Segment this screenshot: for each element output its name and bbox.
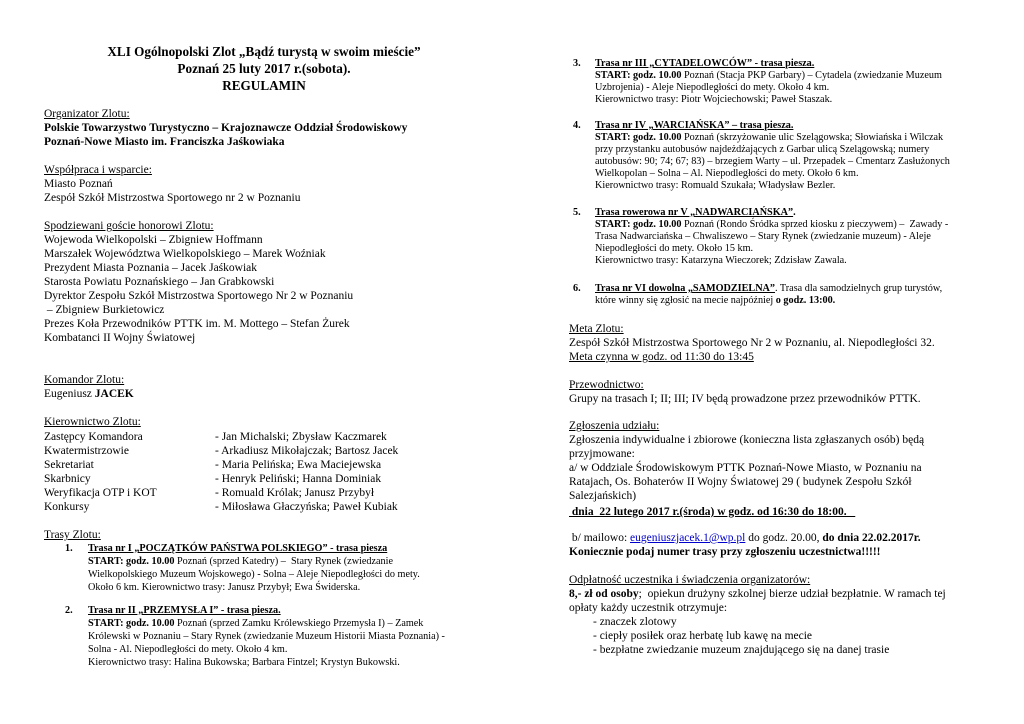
route-start-time: START: godz. 10.00 — [88, 618, 175, 629]
organizer-line: Poznań-Nowe Miasto im. Franciszka Jaśkowiaka — [44, 136, 285, 148]
route-title: Trasa nr II „PRZEMYSŁA I” - trasa piesza. — [88, 605, 281, 616]
route-text — [595, 295, 835, 307]
management-names: - Arkadiusz Mikołajczak; Bartosz Jacek — [215, 445, 399, 457]
guides-label: Przewodnictwo: — [569, 379, 644, 391]
route-title-text: Trasa nr VI dowolna „SAMODZIELNA” — [595, 283, 776, 294]
route-text: Wielkopolan – Solna – Al. Niepodległości do mety. Około 6 km. — [595, 168, 859, 179]
route-start — [595, 132, 943, 144]
route-start — [595, 70, 942, 82]
route-text: Niepodległości do mety. Około 15 km. — [595, 243, 754, 254]
management-names: - Maria Pelińska; Ewa Maciejewska — [215, 459, 382, 471]
route-text: Kierownictwo trasy: Katarzyna Wieczorek; Zdzisław Zawala. — [595, 255, 847, 266]
route-title: Trasa nr I „POCZĄTKÓW PAŃSTWA POLSKIEGO” - trasa piesza — [88, 543, 388, 554]
route-start — [88, 618, 423, 630]
commander-last-name: JACEK — [94, 388, 134, 400]
guest-item: Marszałek Województwa Wielkopolskiego – Marek Woźniak — [44, 248, 326, 260]
cooperation-item: Miasto Poznań — [44, 178, 113, 190]
registration-text: Zgłoszenia indywidualne i zbiorowe (konieczna lista zgłaszanych osób) będą — [569, 434, 925, 446]
route-text: Wielkopolskiego Muzeum Wojskowego) - Solna – Aleje Niepodległości do mety. — [88, 569, 420, 580]
route-number: 4. — [573, 120, 581, 131]
cooperation-item: Zespół Szkół Mistrzostwa Sportowego nr 2 w Poznaniu — [44, 192, 301, 204]
route-title-text: Trasa rowerowa nr V „NADWARCIAŃSKA” — [595, 207, 794, 218]
commander-name — [44, 388, 134, 401]
route-start-time: START: godz. 10.00 — [595, 70, 682, 81]
route-text: Solna - Al. Niepodległości do mety. Około 4 km. — [88, 644, 288, 655]
route-start — [88, 556, 393, 568]
guest-item: Wojewoda Wielkopolski – Zbigniew Hoffmann — [44, 234, 263, 246]
finish-location: Zespół Szkół Mistrzostwa Sportowego Nr 2 w Poznaniu, al. Niepodległości 32. — [569, 337, 935, 349]
commander-first-name: Eugeniusz — [44, 388, 95, 400]
organizer-line: Polskie Towarzystwo Turystyczno – Krajoznawcze Oddział Środowiskowy — [44, 122, 408, 134]
fees-item: - ciepły posiłek oraz herbatę lub kawę na mecie — [593, 630, 813, 642]
route-text: Kierownictwo trasy: Romuald Szukała; Władysław Bezler. — [595, 180, 836, 191]
finish-hours: Meta czynna w godz. od 11:30 do 13:45 — [569, 351, 754, 363]
route-number: 1. — [65, 543, 73, 554]
route-text: Trasa Nadwarciańska – Chwaliszewo – Stary Rynek (zwiedzanie muzeum) - Aleje — [595, 231, 931, 242]
management-role: Sekretariat — [44, 459, 94, 471]
route-number: 3. — [573, 58, 581, 69]
fees-item: - znaczek zlotowy — [593, 616, 677, 628]
management-role: Kwatermistrzowie — [44, 445, 129, 457]
email-link[interactable]: eugeniuszjacek.1@wp.pl — [630, 532, 746, 544]
route-start — [595, 219, 948, 231]
route-text: Poznań (Rondo Śródka sprzed kiosku z pieczywem) – Zawady - — [681, 219, 949, 230]
registration-text: Salezjańskich) — [569, 490, 637, 502]
guest-item: – Zbigniew Burkietowicz — [44, 304, 165, 316]
finish-label: Meta Zlotu: — [569, 323, 624, 335]
management-label: Kierownictwo Zlotu: — [44, 416, 141, 428]
guest-item: Prezes Koła Przewodników PTTK im. M. Mottego – Stefan Żurek — [44, 318, 350, 330]
management-names: - Henryk Peliński; Hanna Dominiak — [215, 473, 382, 485]
registration-date: dnia 22 lutego 2017 r.(środa) w godz. od 16:30 do 18:00. — [569, 506, 856, 518]
route-number: 6. — [573, 283, 581, 294]
route-text: Około 6 km. Kierownictwo trasy: Janusz Przybył; Ewa Świderska. — [88, 582, 361, 593]
route-title: Trasa nr III „CYTADELOWCÓW” - trasa piesza. — [595, 58, 815, 69]
fees-price: 8,- zł od osoby — [569, 588, 639, 600]
route-text: Uzbrojenia) - Aleje Niepodległości do mety. Około 4 km. — [595, 82, 830, 93]
guest-item: Dyrektor Zespołu Szkół Mistrzostwa Sportowego Nr 2 w Poznaniu — [44, 290, 354, 302]
guests-label: Spodziewani goście honorowi Zlotu: — [44, 220, 214, 232]
guides-text: Grupy na trasach I; II; III; IV będą prowadzone przez przewodników PTTK. — [569, 393, 921, 405]
route-text: przy przystanku autobusów najdeżdżających z Garbar ulicą Szelągowską; numery — [595, 144, 930, 155]
guest-item: Kombatanci II Wojny Światowej — [44, 332, 196, 344]
document-title: XLI Ogólnopolski Zlot „Bądź turystą w swoim mieście” — [107, 44, 421, 59]
registration-label: Zgłoszenia udziału: — [569, 420, 660, 432]
route-start-time: START: godz. 10.00 — [595, 219, 682, 230]
route-text: Poznań (Stacja PKP Garbary) – Cytadela (zwiedzanie Muzeum — [681, 70, 942, 81]
guest-item: Starosta Powiatu Poznańskiego – Jan Grabkowski — [44, 276, 275, 288]
route-text: Królewski w Poznaniu – Stary Rynek (zwiedzanie Muzeum Historii Miasta Poznania) - — [88, 631, 445, 642]
management-role: Weryfikacja OTP i KOT — [44, 487, 157, 499]
registration-mail-line — [569, 532, 921, 545]
registration-mail-prefix: b/ mailowo: — [569, 532, 631, 544]
management-role: Zastępcy Komandora — [44, 431, 143, 443]
registration-text: Ratajach, Os. Bohaterów II Wojny Światowej 29 ( budynek Zespołu Szkół — [569, 476, 912, 488]
registration-text: a/ w Oddziale Środowiskowym PTTK Poznań-Nowe Miasto, w Poznaniu na — [569, 462, 922, 474]
route-text: Poznań (sprzed Zamku Królewskiego Przemysła I) – Zamek — [174, 618, 424, 629]
route-start-time: START: godz. 10.00 — [595, 132, 682, 143]
document-date: Poznań 25 luty 2017 r.(sobota). — [177, 61, 351, 76]
registration-mail-deadline: do dnia 22.02.2017r. — [822, 532, 921, 544]
management-role: Konkursy — [44, 501, 90, 513]
routes-label: Trasy Zlotu: — [44, 529, 101, 541]
fees-text-part: ; opiekun drużyny szkolnej bierze udział bezpłatnie. W ramach tej — [638, 588, 946, 600]
management-role: Skarbnicy — [44, 473, 91, 485]
fees-text — [569, 588, 946, 601]
management-names: - Miłosława Głaczyńska; Paweł Kubiak — [215, 501, 398, 513]
route-text: Poznań (skrzyżowanie ulic Szelągowska; Słowiańska i Wilczak — [681, 132, 944, 143]
route-text: Kierownictwo trasy: Halina Bukowska; Barbara Fintzel; Krystyn Bukowski. — [88, 657, 400, 668]
route-text-part: które winny się zgłosić na mecie najpóźniej — [595, 295, 776, 306]
route-title: Trasa nr IV „WARCIAŃSKA” – trasa piesza. — [595, 120, 794, 131]
registration-note: Koniecznie podaj numer trasy przy zgłoszeniu uczestnictwa!!!!! — [569, 546, 881, 558]
management-names: - Jan Michalski; Zbysław Kaczmarek — [215, 431, 387, 443]
route-number: 2. — [65, 605, 73, 616]
registration-mail-time: do godz. 20.00, — [745, 532, 823, 544]
cooperation-label: Współpraca i wsparcie: — [44, 164, 152, 176]
route-text: Kierownictwo trasy: Piotr Wojciechowski; Paweł Staszak. — [595, 94, 833, 105]
route-text: Poznań (sprzed Katedry) – Stary Rynek (zwiedzanie — [174, 556, 393, 567]
document-heading: REGULAMIN — [222, 78, 306, 93]
route-title-end: . — [793, 207, 796, 218]
management-names: - Romuald Królak; Janusz Przybył — [215, 487, 375, 499]
registration-text: przyjmowane: — [569, 448, 635, 460]
route-title — [595, 283, 942, 295]
fees-item: - bezpłatne zwiedzanie muzeum znajdującego się na danej trasie — [593, 644, 890, 656]
route-number: 5. — [573, 207, 581, 218]
fees-text: opłaty każdy uczestnik otrzymuje: — [569, 602, 728, 614]
organizer-label: Organizator Zlotu: — [44, 108, 130, 120]
route-title — [595, 207, 796, 219]
route-text: . Trasa dla samodzielnych grup turystów, — [775, 283, 943, 294]
route-deadline: o godz. 13:00. — [775, 295, 836, 306]
guest-item: Prezydent Miasta Poznania – Jacek Jaśkowiak — [44, 262, 258, 274]
route-start-time: START: godz. 10.00 — [88, 556, 175, 567]
route-text: autobusów: 90; 74; 67; 83) – brzegiem Warty – ul. Przepadek – Cmentarz Zasłużonych — [595, 156, 950, 167]
commander-label: Komandor Zlotu: — [44, 374, 125, 386]
fees-label: Odpłatność uczestnika i świadczenia organizatorów: — [569, 574, 811, 586]
